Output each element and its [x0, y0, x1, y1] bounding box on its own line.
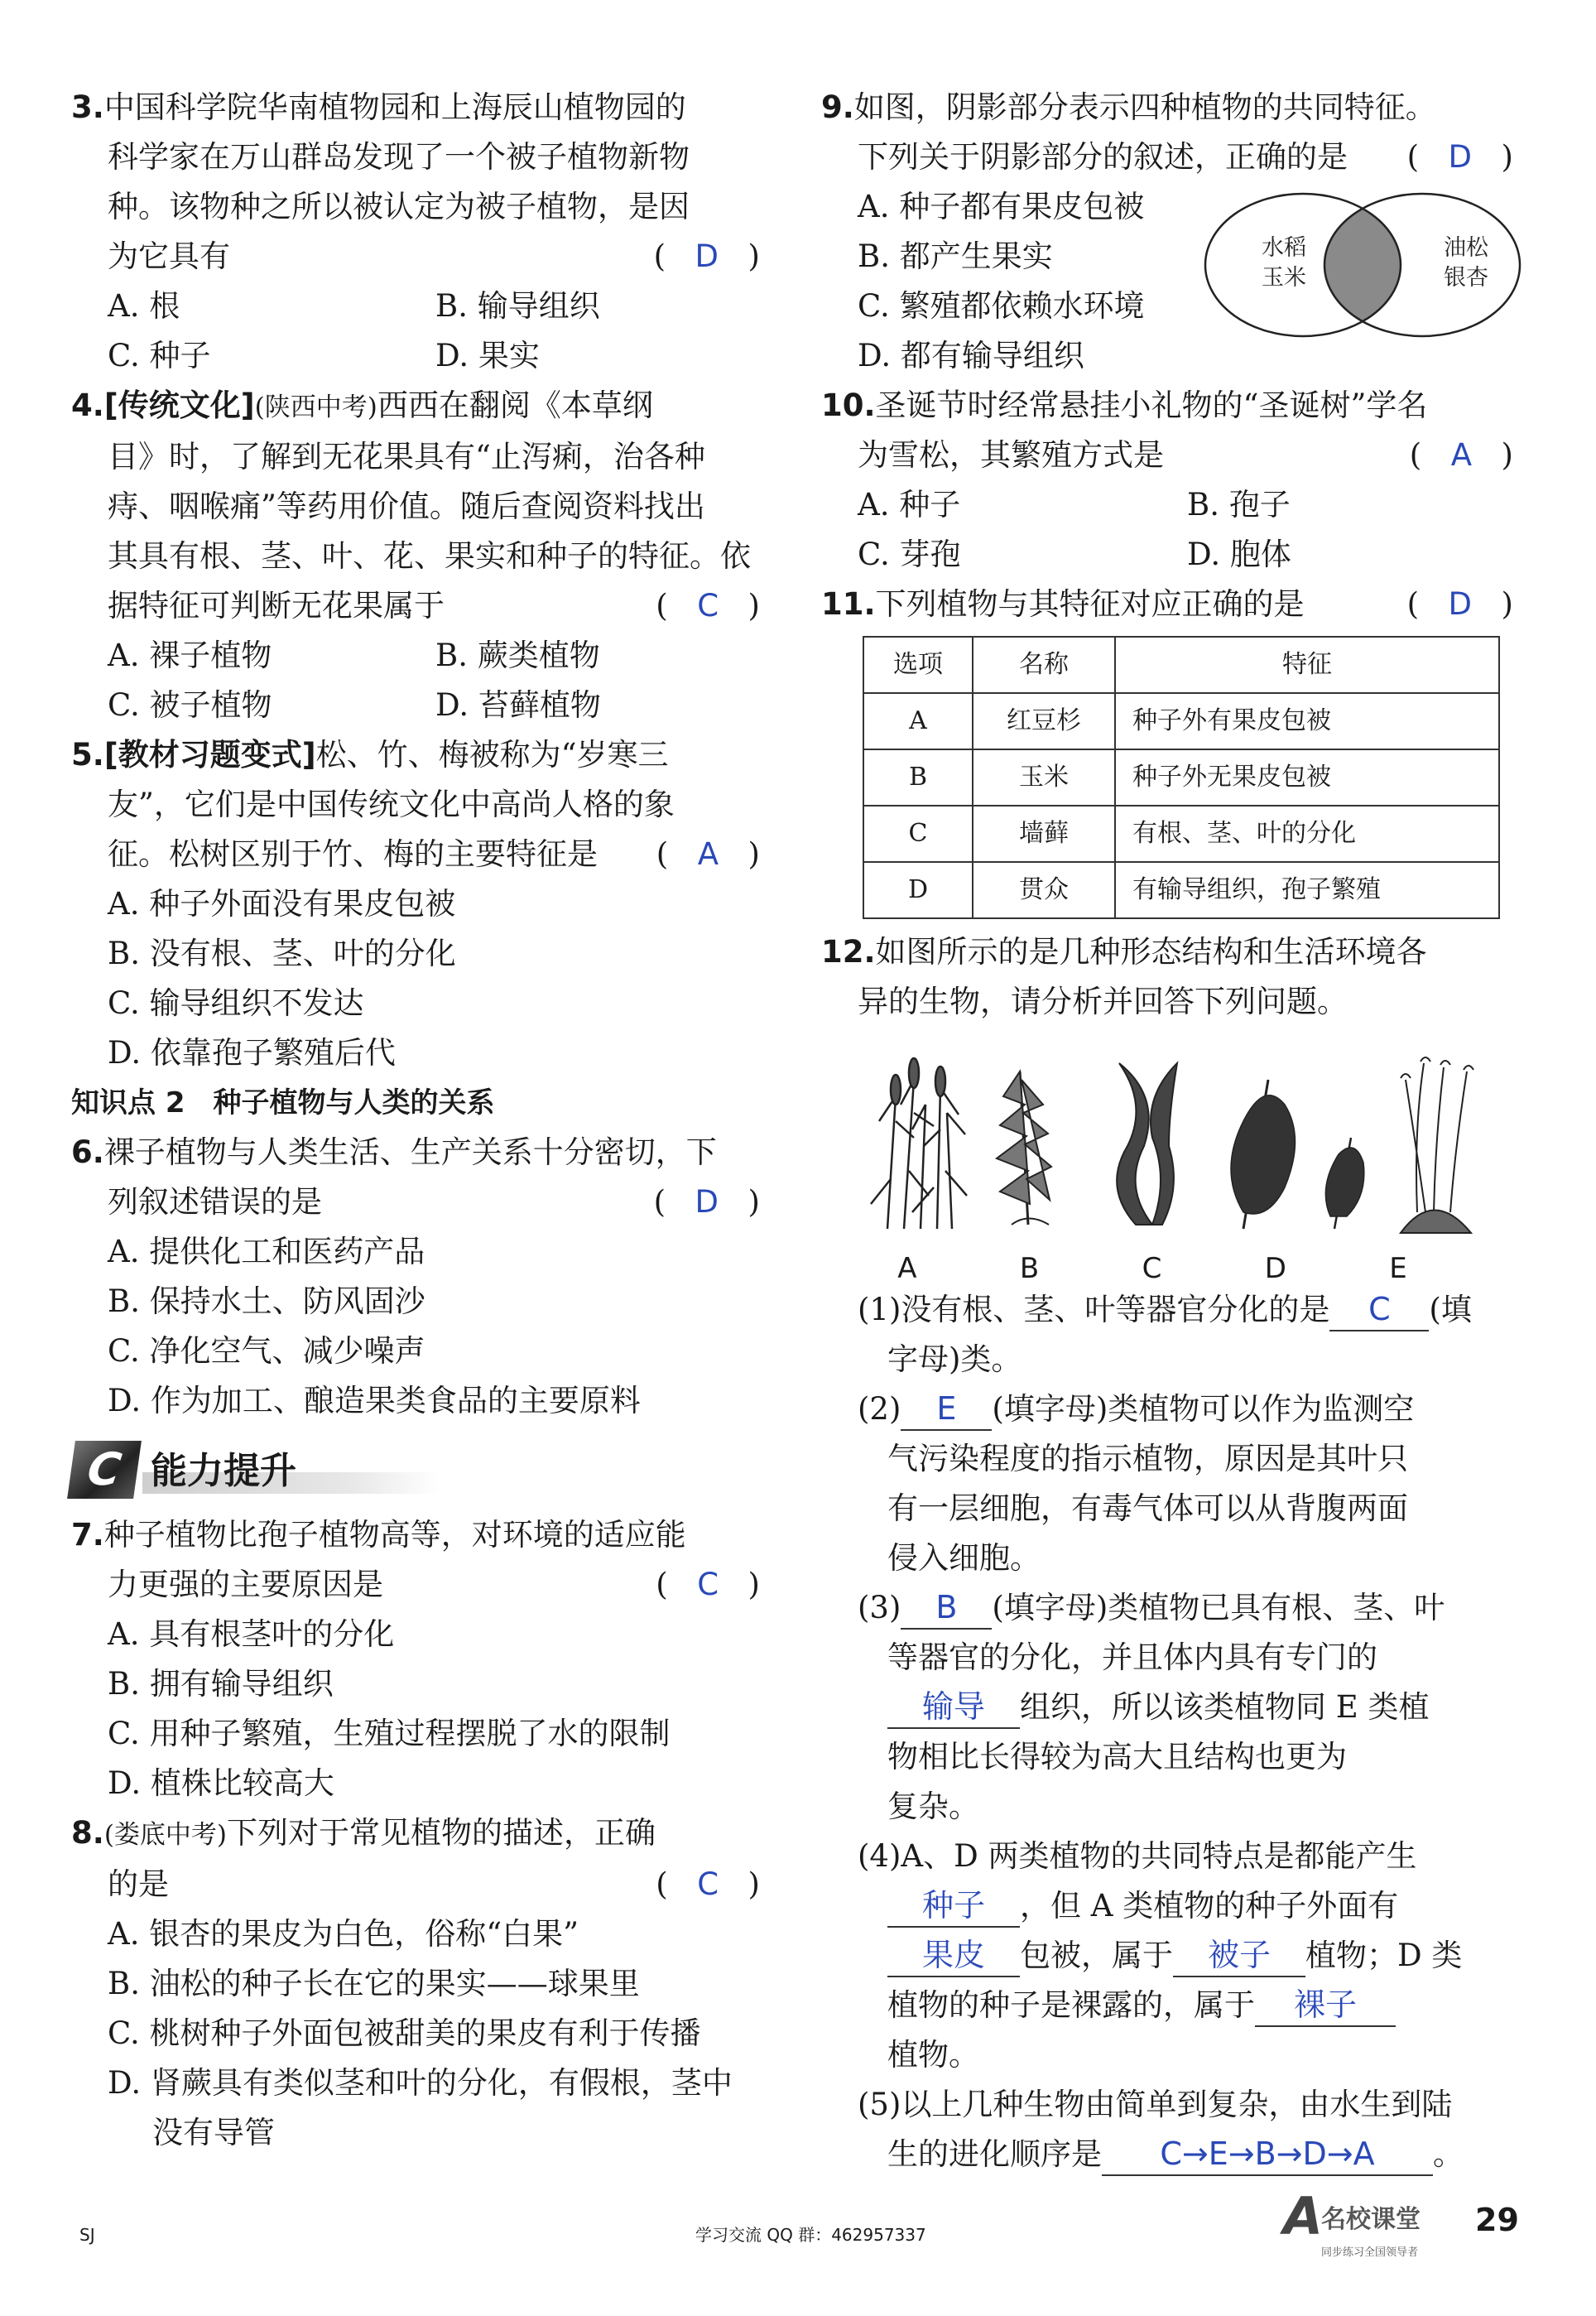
question-text: 为雪松，其繁殖方式是 — [858, 437, 1164, 473]
sub-question-text: 包被，属于 — [1020, 1938, 1173, 1973]
question-text: 下列关于阴影部分的叙述，正确的是 — [858, 139, 1348, 175]
plant-label: E — [1389, 1252, 1407, 1285]
answer: A — [697, 836, 723, 872]
question-8 — [71, 1808, 763, 2158]
venn-diagram — [1204, 190, 1521, 339]
option: D. 胞体 — [1187, 537, 1291, 572]
sub-question-3 — [821, 1583, 1517, 1633]
plant-d-illustration — [1231, 1080, 1364, 1229]
sub-question-text: 复杂。 — [887, 1789, 979, 1824]
table-cell: 种子外有果皮包被 — [1115, 693, 1499, 749]
question-text: 裸子植物与人类生活、生产关系十分密切，下 — [103, 1134, 717, 1170]
option: B. 没有根、茎、叶的分化 — [108, 936, 456, 971]
logo-slogan: 同步练习全国领导者 — [1321, 2246, 1419, 2259]
question-tag: [教材习题变式] — [103, 737, 316, 773]
answer: B — [935, 1589, 958, 1625]
question-11 — [821, 580, 1517, 919]
question-number: 8. — [71, 1815, 104, 1851]
answer: D — [1448, 586, 1476, 622]
question-text: 科学家在万山群岛发现了一个被子植物新物 — [108, 139, 690, 175]
option: A. 根 — [108, 288, 180, 324]
answer-bracket: ( D ) — [1406, 586, 1517, 622]
answer: A — [1450, 437, 1476, 473]
plants-illustration — [854, 1047, 1483, 1237]
answer: D — [695, 1184, 723, 1220]
option: D. 依靠孢子繁殖后代 — [108, 1035, 396, 1071]
answer-blank — [1329, 1289, 1429, 1331]
table-row — [863, 806, 1499, 862]
right-column — [821, 83, 1517, 2179]
answer-bracket: ( D ) — [653, 238, 763, 274]
question-text: 下列对于常见植物的描述，正确 — [227, 1815, 656, 1851]
sub-question-text: (填字母)类植物可以作为监测空 — [992, 1391, 1415, 1427]
plant-label: B — [1019, 1252, 1040, 1285]
question-source: (陕西中考) — [254, 392, 377, 422]
answer: 果皮 — [921, 1937, 985, 1973]
sub-question-text: ，但 A 类植物的种子外面有 — [1020, 1888, 1399, 1924]
venn-label: 油松 — [1444, 235, 1488, 261]
plant-b-illustration — [997, 1071, 1051, 1225]
table-header: 选项 — [863, 637, 973, 693]
answer-blank — [901, 1587, 992, 1630]
question-text: 力更强的主要原因是 — [108, 1567, 383, 1602]
answer: C — [1368, 1291, 1391, 1327]
question-text: 松、竹、梅被称为“岁寒三 — [315, 737, 669, 773]
question-12 — [821, 927, 1517, 2179]
question-7 — [71, 1510, 763, 1808]
banner-title: 能力提升 — [151, 1450, 296, 1492]
table-header: 名称 — [973, 637, 1115, 693]
table-cell: 红豆杉 — [973, 693, 1115, 749]
option: B. 孢子 — [1187, 487, 1291, 522]
table-header-row — [863, 637, 1499, 693]
table-cell: A — [863, 693, 973, 749]
question-text: 中国科学院华南植物园和上海辰山植物园的 — [103, 89, 686, 125]
option: B. 油松的种子长在它的果实——球果里 — [108, 1966, 640, 2001]
answer-blank — [887, 1885, 1020, 1928]
table-row — [863, 693, 1499, 749]
venn-label: 水稻 — [1262, 235, 1306, 261]
answer-blank — [901, 1389, 992, 1431]
sub-question-text: 植物的种子是裸露的，属于 — [887, 1987, 1255, 2023]
table-row — [863, 862, 1499, 918]
option: D. 都有输导组织 — [858, 338, 1084, 373]
answer-blank — [1173, 1935, 1305, 1977]
sub-question-text: 有一层细胞，有毒气体可以从背腹两面 — [887, 1490, 1408, 1526]
answer: 输导 — [921, 1688, 985, 1725]
table-cell: 玉米 — [973, 749, 1115, 806]
question-number: 9. — [821, 89, 854, 125]
option: D. 苔藓植物 — [435, 687, 601, 723]
answer-blank — [1255, 1985, 1396, 2027]
plant-label: A — [897, 1252, 917, 1285]
sub-question-text: 字母)类。 — [887, 1341, 1022, 1377]
option: B. 保持水土、防风固沙 — [108, 1283, 425, 1319]
sub-question-text: 侵入细胞。 — [887, 1540, 1041, 1576]
answer: 种子 — [921, 1887, 985, 1924]
question-text: 种子植物比孢子植物高等，对环境的适应能 — [103, 1517, 686, 1553]
question-text: 列叙述错误的是 — [108, 1184, 322, 1220]
sub-question-line — [821, 1981, 1517, 2030]
question-6 — [71, 1128, 763, 1426]
question-number: 11. — [821, 586, 876, 622]
sub-question-5: (5)以上几种生物由简单到复杂，由水生到陆 — [858, 2087, 1453, 2122]
option: C. 繁殖都依赖水环境 — [858, 288, 1145, 324]
sub-question-text: (3) — [858, 1590, 901, 1625]
question-number: 10. — [821, 388, 876, 423]
answer-blank — [887, 1687, 1020, 1729]
sub-question-text: (2) — [858, 1391, 901, 1427]
sub-question-text: 生的进化顺序是 — [887, 2136, 1102, 2172]
question-number: 7. — [71, 1517, 104, 1553]
table-cell: 有输导组织，孢子繁殖 — [1115, 862, 1499, 918]
question-text: 种。该物种之所以被认定为被子植物，是因 — [108, 189, 690, 224]
option: A. 具有根茎叶的分化 — [108, 1616, 395, 1652]
option: B. 蕨类植物 — [435, 638, 600, 673]
plant-c-illustration — [1117, 1063, 1177, 1225]
answer-bracket: ( C ) — [656, 588, 763, 624]
question-number: 4. — [71, 388, 104, 423]
plant-label: C — [1142, 1252, 1162, 1285]
option: D. 植株比较高大 — [108, 1765, 334, 1801]
question-10 — [821, 381, 1517, 580]
option: A. 裸子植物 — [108, 638, 272, 673]
logo-letter: A — [1283, 2186, 1323, 2246]
question-text: 如图所示的是几种形态结构和生活环境各 — [875, 934, 1427, 970]
question-text: 痔、咽喉痛”等药用价值。随后查阅资料找出 — [108, 489, 705, 524]
option: C. 净化空气、减少噪声 — [108, 1333, 425, 1369]
question-text: 征。松树区别于竹、梅的主要特征是 — [108, 836, 598, 872]
question-number: 3. — [71, 89, 104, 125]
sub-question-text: (填字母)类植物已具有根、茎、叶 — [992, 1590, 1445, 1625]
question-4 — [71, 381, 763, 730]
sub-question-line — [821, 1881, 1517, 1931]
answer-bracket: ( A ) — [656, 836, 763, 872]
plant-e-illustration — [1401, 1057, 1473, 1233]
table-cell: 贯众 — [973, 862, 1115, 918]
question-3 — [71, 83, 763, 381]
table-header: 特征 — [1115, 637, 1499, 693]
page-footer — [0, 2186, 1596, 2259]
answer-blank — [1102, 2134, 1433, 2176]
answer: E — [936, 1390, 957, 1427]
answer: D — [1448, 139, 1476, 175]
question-text: 如图，阴影部分表示四种植物的共同特征。 — [853, 89, 1436, 125]
question-text: 西西在翻阅《本草纲 — [377, 388, 653, 423]
answer: C→E→B→D→A — [1160, 2135, 1375, 2172]
question-text: 为它具有 — [108, 238, 230, 274]
table-cell: C — [863, 806, 973, 862]
question-text: 圣诞节时经常悬挂小礼物的“圣诞树”学名 — [875, 388, 1428, 423]
question-5 — [71, 730, 763, 1078]
page-number: 29 — [1475, 2202, 1519, 2238]
option: D. 肾蕨具有类似茎和叶的分化，有假根，茎中 — [108, 2065, 733, 2101]
option: A. 提供化工和医药产品 — [108, 1234, 425, 1269]
answer-bracket: ( A ) — [1409, 437, 1517, 473]
answer-blank — [887, 1935, 1020, 1977]
question-text: 异的生物，请分析并回答下列问题。 — [858, 984, 1348, 1019]
publisher-logo — [1283, 2186, 1473, 2259]
question-text: 其具有根、茎、叶、花、果实和种子的特征。依 — [108, 538, 751, 574]
sub-question-line — [821, 1931, 1517, 1981]
question-text: 下列植物与其特征对应正确的是 — [875, 586, 1305, 622]
question-text: 的是 — [108, 1866, 169, 1902]
footer-code: SJ — [79, 2225, 95, 2245]
option: C. 桃树种子外面包被甜美的果皮有利于传播 — [108, 2015, 701, 2051]
sub-question-text: 等器官的分化，并且体内具有专门的 — [887, 1639, 1377, 1675]
answer: C — [697, 1866, 723, 1902]
option: B. 拥有输导组织 — [108, 1666, 334, 1702]
table-cell: B — [863, 749, 973, 806]
sub-question-4: (4)A、D 两类植物的共同特点是都能产生 — [858, 1838, 1417, 1874]
banner-letter: C — [67, 1441, 142, 1499]
feature-table — [863, 636, 1500, 919]
answer: 被子 — [1207, 1937, 1271, 1973]
answer: D — [695, 238, 723, 274]
venn-label: 玉米 — [1262, 265, 1306, 291]
sub-question-1 — [821, 1285, 1517, 1335]
logo-name: 名校课堂 — [1321, 2205, 1421, 2234]
footer-qq-group: 学习交流 QQ 群：462957337 — [695, 2225, 926, 2245]
option: B. 输导组织 — [435, 288, 600, 324]
answer-bracket: ( D ) — [653, 1184, 763, 1220]
sub-question-line — [821, 2130, 1517, 2179]
left-column — [71, 83, 763, 2158]
table-cell: 有根、茎、叶的分化 — [1115, 806, 1499, 862]
sub-question-line — [821, 1683, 1517, 1732]
sub-question-text: 植物。 — [887, 2037, 979, 2073]
question-tag: [传统文化] — [103, 388, 255, 423]
question-number: 6. — [71, 1134, 104, 1170]
venn-label: 银杏 — [1444, 265, 1488, 291]
answer: 裸子 — [1293, 1986, 1357, 2023]
option: A. 种子都有果皮包被 — [858, 189, 1145, 224]
option: A. 银杏的果皮为白色，俗称“白果” — [108, 1916, 579, 1952]
option: D. 果实 — [435, 338, 540, 373]
sub-question-text: 。 — [1433, 2136, 1464, 2172]
question-9 — [821, 83, 1517, 381]
question-text: 友”，它们是中国传统文化中高尚人格的象 — [108, 787, 675, 822]
answer-bracket: ( D ) — [1406, 139, 1517, 175]
table-row — [863, 749, 1499, 806]
section-heading: 知识点 2 种子植物与人类的关系 — [71, 1086, 495, 1119]
table-cell: 墙藓 — [973, 806, 1115, 862]
answer: C — [697, 588, 723, 624]
sub-question-text: 物相比长得较为高大且结构也更为 — [887, 1739, 1347, 1774]
answer-bracket: ( C ) — [656, 1866, 763, 1902]
plant-labels — [846, 1252, 1459, 1285]
option: B. 都产生果实 — [858, 238, 1053, 274]
option: A. 种子 — [858, 487, 961, 522]
option-continuation: 没有导管 — [152, 2115, 275, 2150]
plant-label: D — [1264, 1252, 1286, 1285]
question-text: 目》时，了解到无花果具有“止泻痢，治各种 — [108, 439, 705, 474]
sub-question-text: 组织，所以该类植物同 E 类植 — [1020, 1689, 1430, 1725]
table-cell: D — [863, 862, 973, 918]
sub-question-text: (填 — [1429, 1292, 1472, 1327]
option: C. 输导组织不发达 — [108, 985, 364, 1021]
question-number: 5. — [71, 737, 104, 773]
sub-question-2 — [821, 1384, 1517, 1434]
sub-question-text: 植物；D 类 — [1305, 1938, 1463, 1973]
answer-bracket: ( C ) — [656, 1567, 763, 1602]
option: C. 芽孢 — [858, 537, 961, 572]
section-banner — [71, 1437, 763, 1504]
option: C. 被子植物 — [108, 687, 272, 723]
option: A. 种子外面没有果皮包被 — [108, 886, 456, 922]
option: C. 种子 — [108, 338, 211, 373]
question-source: (娄底中考) — [103, 1820, 228, 1850]
option: C. 用种子繁殖，生殖过程摆脱了水的限制 — [108, 1716, 671, 1751]
question-text: 据特征可判断无花果属于 — [108, 588, 445, 624]
answer: C — [697, 1567, 723, 1602]
plant-a-illustration — [871, 1058, 967, 1229]
sub-question-text: 气污染程度的指示植物，原因是其叶只 — [887, 1441, 1408, 1476]
sub-question-text: (1)没有根、茎、叶等器官分化的是 — [858, 1292, 1330, 1327]
option: D. 作为加工、酿造果类食品的主要原料 — [108, 1383, 641, 1418]
table-cell: 种子外无果皮包被 — [1115, 749, 1499, 806]
question-number: 12. — [821, 934, 876, 970]
